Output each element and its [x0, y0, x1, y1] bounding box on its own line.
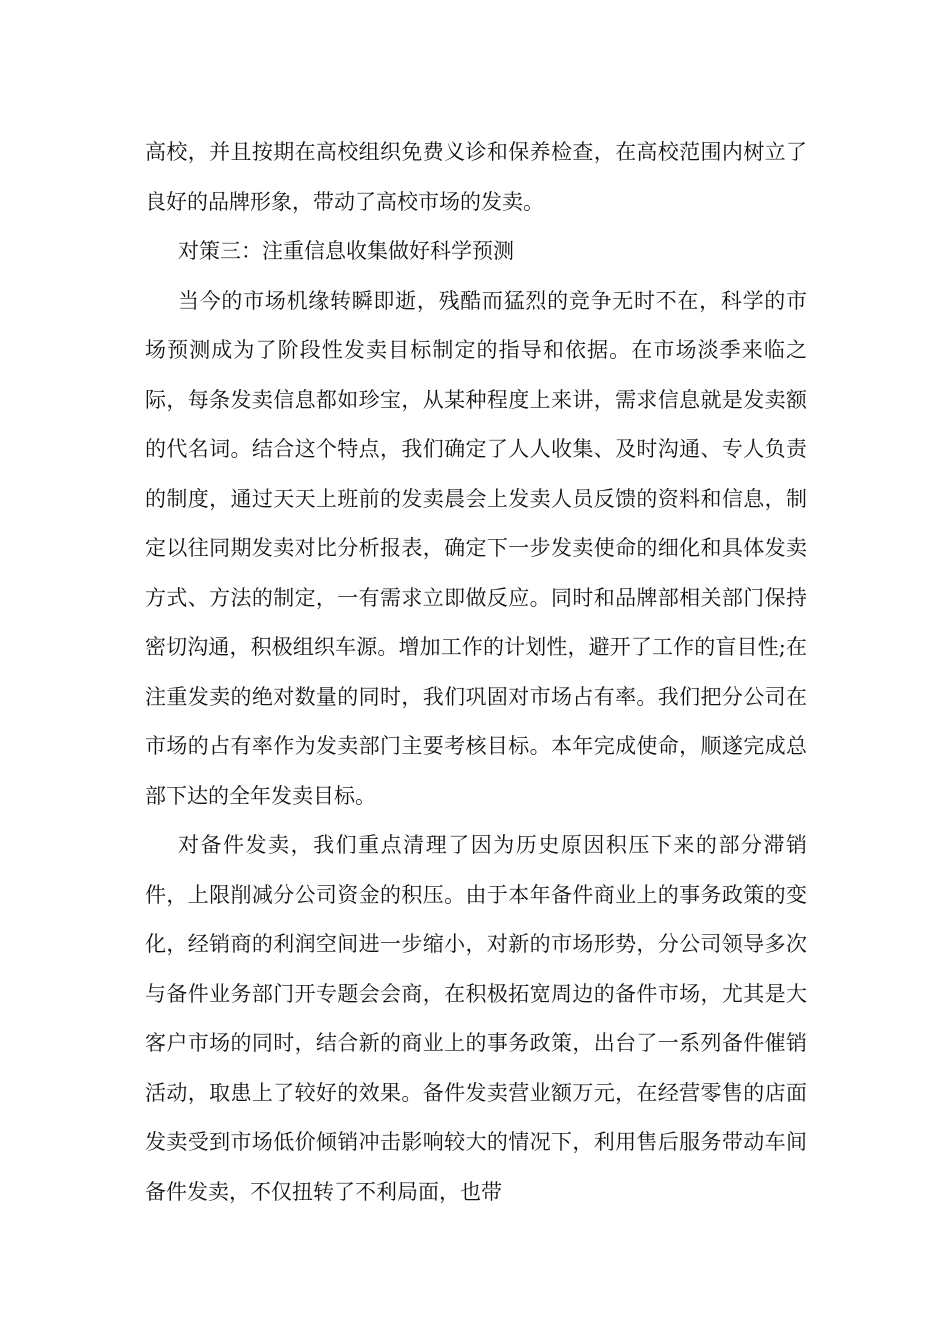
section-heading: 对策三：注重信息收集做好科学预测 [178, 239, 514, 263]
paragraph-market-forecast: 当今的市场机缘转瞬即逝，残酷而猛烈的竞争无时不在，科学的市场预测成为了阶段性发卖目标制定的指导和依据。在市场淡季来临之际，每条发卖信息都如珍宝，从某种程度上来讲，需求信息就是发卖额的代名词。结合这个特点，我们确定了人人收集、及时沟通、专人负责的制度，通过天天上班前的发卖晨会上发卖人员反馈的资料和信息，制定以往同期发卖对比分析报表，确定下一步发卖使命的细化和具体发卖方式、方法的制定，一有需求立即做反应。同时和品牌部相关部门保持密切沟通，积极组织车源。增加工作的计划性，避开了工作的盲目性;在注重发卖的绝对数量的同时，我们巩固对市场占有率。我们把分公司在市场的占有率作为发卖部门主要考核目标。本年完成使命，顺遂完成总部下达的全年发卖目标。 [145, 288, 807, 808]
body-text [145, 128, 807, 1217]
paragraph-spare-parts-sales: 对备件发卖，我们重点清理了因为历史原因积压下来的部分滞销件，上限削减分公司资金的积压。由于本年备件商业上的事务政策的变化，经销商的利润空间进一步缩小，对新的市场形势，分公司领导多次与备件业务部门开专题会会商，在积极拓宽周边的备件市场，尤其是大客户市场的同时，结合新的商业上的事务政策，出台了一系列备件催销活动，取患上了较好的效果。备件发卖营业额万元，在经营零售的店面发卖受到市场低价倾销冲击影响较大的情况下，利用售后服务带动车间备件发卖，不仅扭转了不利局面，也带 [145, 833, 807, 1204]
paragraph-continuation: 高校，并且按期在高校组织免费义诊和保养检查，在高校范围内树立了良好的品牌形象，带动了高校市场的发卖。 [145, 140, 807, 214]
